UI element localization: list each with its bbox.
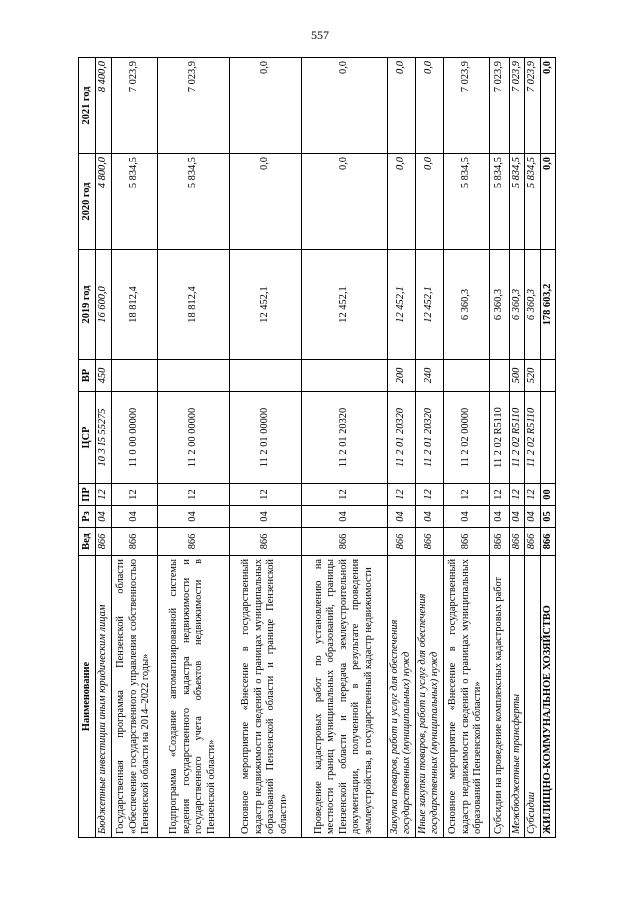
cell-2021: 7 023,9 <box>111 58 157 154</box>
cell-2020: 5 834,5 <box>525 154 541 250</box>
cell-vr: 500 <box>509 360 525 392</box>
cell-2019: 12 452,1 <box>301 250 387 360</box>
header-ved: Вед <box>79 528 96 556</box>
cell-2021: 7 023,9 <box>509 58 525 154</box>
cell-2021: 7 023,9 <box>443 58 489 154</box>
cell-pr: 12 <box>509 484 525 506</box>
cell-pr: 12 <box>157 484 229 506</box>
cell-name: Проведение кадастровых работ по установлению на местности границ муниципальных образований, границы Пензенской области и передача землеустроительной документации, полученной в результате проведения землеустройства, в государственный кадастр недвижимости <box>301 556 387 838</box>
table-row <box>443 58 489 838</box>
table-row <box>525 58 541 838</box>
cell-2020: 5 834,5 <box>443 154 489 250</box>
cell-2019: 6 360,3 <box>489 250 509 360</box>
cell-rz: 04 <box>111 506 157 528</box>
cell-name: Иные закупки товаров, работ и услуг для обеспечения государственных (муниципальных) нужд <box>415 556 443 838</box>
cell-rz: 04 <box>509 506 525 528</box>
cell-vr <box>540 360 556 392</box>
cell-ved: 866 <box>157 528 229 556</box>
cell-2020: 0,0 <box>415 154 443 250</box>
cell-2020: 5 834,5 <box>111 154 157 250</box>
table-row <box>111 58 157 838</box>
cell-2019: 6 360,3 <box>443 250 489 360</box>
cell-csr: 11 2 02 R5110 <box>489 392 509 484</box>
cell-vr <box>443 360 489 392</box>
cell-vr <box>157 360 229 392</box>
cell-pr: 12 <box>415 484 443 506</box>
cell-2021: 0,0 <box>540 58 556 154</box>
cell-2021: 0,0 <box>387 58 415 154</box>
cell-ved: 866 <box>229 528 301 556</box>
cell-vr: 240 <box>415 360 443 392</box>
cell-pr: 00 <box>540 484 556 506</box>
cell-rz: 04 <box>301 506 387 528</box>
cell-vr: 200 <box>387 360 415 392</box>
header-row <box>79 58 96 838</box>
table-row <box>157 58 229 838</box>
cell-2021: 7 023,9 <box>525 58 541 154</box>
cell-ved: 866 <box>509 528 525 556</box>
cell-2019: 12 452,1 <box>387 250 415 360</box>
cell-rz: 04 <box>96 506 112 528</box>
cell-rz: 04 <box>525 506 541 528</box>
cell-2020: 0,0 <box>540 154 556 250</box>
cell-2020: 0,0 <box>301 154 387 250</box>
cell-pr: 12 <box>489 484 509 506</box>
cell-2019: 6 360,3 <box>525 250 541 360</box>
cell-ved: 866 <box>111 528 157 556</box>
cell-2020: 4 800,0 <box>96 154 112 250</box>
cell-csr: 11 2 02 00000 <box>443 392 489 484</box>
cell-csr: 11 2 01 20320 <box>301 392 387 484</box>
table-row <box>509 58 525 838</box>
cell-name: Субсидии на проведение комплексных кадастровых работ <box>489 556 509 838</box>
cell-rz: 04 <box>229 506 301 528</box>
cell-csr: 11 2 01 20320 <box>415 392 443 484</box>
cell-ved: 866 <box>443 528 489 556</box>
cell-2019: 12 452,1 <box>415 250 443 360</box>
cell-ved: 866 <box>489 528 509 556</box>
cell-pr: 12 <box>301 484 387 506</box>
cell-pr: 12 <box>229 484 301 506</box>
cell-pr: 12 <box>96 484 112 506</box>
cell-2021: 0,0 <box>301 58 387 154</box>
cell-name: ЖИЛИЩНО-КОММУНАЛЬНОЕ ХОЗЯЙСТВО <box>540 556 556 838</box>
cell-2021: 0,0 <box>415 58 443 154</box>
rotated-table-content <box>78 58 553 838</box>
cell-rz: 04 <box>387 506 415 528</box>
cell-ved: 866 <box>301 528 387 556</box>
cell-rz: 04 <box>489 506 509 528</box>
cell-name: Подпрограмма «Создание автоматизированной системы ведения государственного кадастра недвижимости и государственного учета объектов недвижимости в Пензенской области» <box>157 556 229 838</box>
cell-csr: 11 2 01 00000 <box>229 392 301 484</box>
cell-name: Субсидии <box>525 556 541 838</box>
header-csr: ЦСР <box>79 392 96 484</box>
cell-2019: 12 452,1 <box>229 250 301 360</box>
cell-ved: 866 <box>415 528 443 556</box>
cell-rz: 04 <box>415 506 443 528</box>
cell-2020: 5 834,5 <box>489 154 509 250</box>
cell-vr <box>301 360 387 392</box>
cell-2021: 0,0 <box>229 58 301 154</box>
cell-2019: 18 812,4 <box>157 250 229 360</box>
cell-csr: 11 2 02 R5110 <box>509 392 525 484</box>
cell-name: Межбюджетные трансферты <box>509 556 525 838</box>
header-2019: 2019 год <box>79 250 96 360</box>
cell-csr: 10 3 I5 55275 <box>96 392 112 484</box>
cell-2021: 7 023,9 <box>489 58 509 154</box>
header-name: Наименование <box>79 556 96 838</box>
header-rz: Рз <box>79 506 96 528</box>
cell-name: Основное мероприятие «Внесение в государственный кадастр недвижимости сведений о границах муниципальных образований Пензенской области» <box>443 556 489 838</box>
cell-pr: 12 <box>525 484 541 506</box>
cell-ved: 866 <box>540 528 556 556</box>
table-row <box>415 58 443 838</box>
cell-vr <box>229 360 301 392</box>
header-vr: ВР <box>79 360 96 392</box>
header-2020: 2020 год <box>79 154 96 250</box>
cell-rz: 04 <box>157 506 229 528</box>
page-number: 557 <box>311 28 329 42</box>
rotated-table-area <box>78 58 553 838</box>
cell-2021: 7 023,9 <box>157 58 229 154</box>
header-pr: ПР <box>79 484 96 506</box>
cell-ved: 866 <box>387 528 415 556</box>
table-row <box>387 58 415 838</box>
cell-name: Основное мероприятие «Внесение в государственный кадастр недвижимости сведений о границах муниципальных образований Пензенской области и границе Пензенской области» <box>229 556 301 838</box>
cell-rz: 04 <box>443 506 489 528</box>
table-row <box>489 58 509 838</box>
cell-pr: 12 <box>387 484 415 506</box>
table-row <box>229 58 301 838</box>
header-2021: 2021 год <box>79 58 96 154</box>
cell-rz: 05 <box>540 506 556 528</box>
cell-2020: 0,0 <box>229 154 301 250</box>
cell-vr <box>489 360 509 392</box>
budget-table <box>78 57 556 838</box>
cell-pr: 12 <box>111 484 157 506</box>
cell-ved: 866 <box>525 528 541 556</box>
cell-pr: 12 <box>443 484 489 506</box>
cell-name: Закупка товаров, работ и услуг для обеспечения государственных (муниципальных) нужд <box>387 556 415 838</box>
cell-csr: 11 2 02 R5110 <box>525 392 541 484</box>
cell-csr: 11 0 00 00000 <box>111 392 157 484</box>
table-row <box>301 58 387 838</box>
table-row <box>540 58 556 838</box>
cell-name: Бюджетные инвестиции иным юридическим лицам <box>96 556 112 838</box>
cell-vr: 520 <box>525 360 541 392</box>
cell-vr: 450 <box>96 360 112 392</box>
cell-csr: 11 2 00 00000 <box>157 392 229 484</box>
cell-2019: 18 812,4 <box>111 250 157 360</box>
table-row <box>96 58 112 838</box>
cell-2020: 5 834,5 <box>157 154 229 250</box>
cell-2020: 5 834,5 <box>509 154 525 250</box>
cell-2021: 8 400,0 <box>96 58 112 154</box>
cell-2019: 178 603,2 <box>540 250 556 360</box>
cell-name: Государственная программа Пензенской области «Обеспечение государственного управления собственностью Пензенской области на 2014–2022 годы» <box>111 556 157 838</box>
cell-csr: 11 2 01 20320 <box>387 392 415 484</box>
cell-2019: 6 360,3 <box>509 250 525 360</box>
cell-csr <box>540 392 556 484</box>
cell-2019: 16 600,0 <box>96 250 112 360</box>
cell-ved: 866 <box>96 528 112 556</box>
cell-vr <box>111 360 157 392</box>
cell-2020: 0,0 <box>387 154 415 250</box>
